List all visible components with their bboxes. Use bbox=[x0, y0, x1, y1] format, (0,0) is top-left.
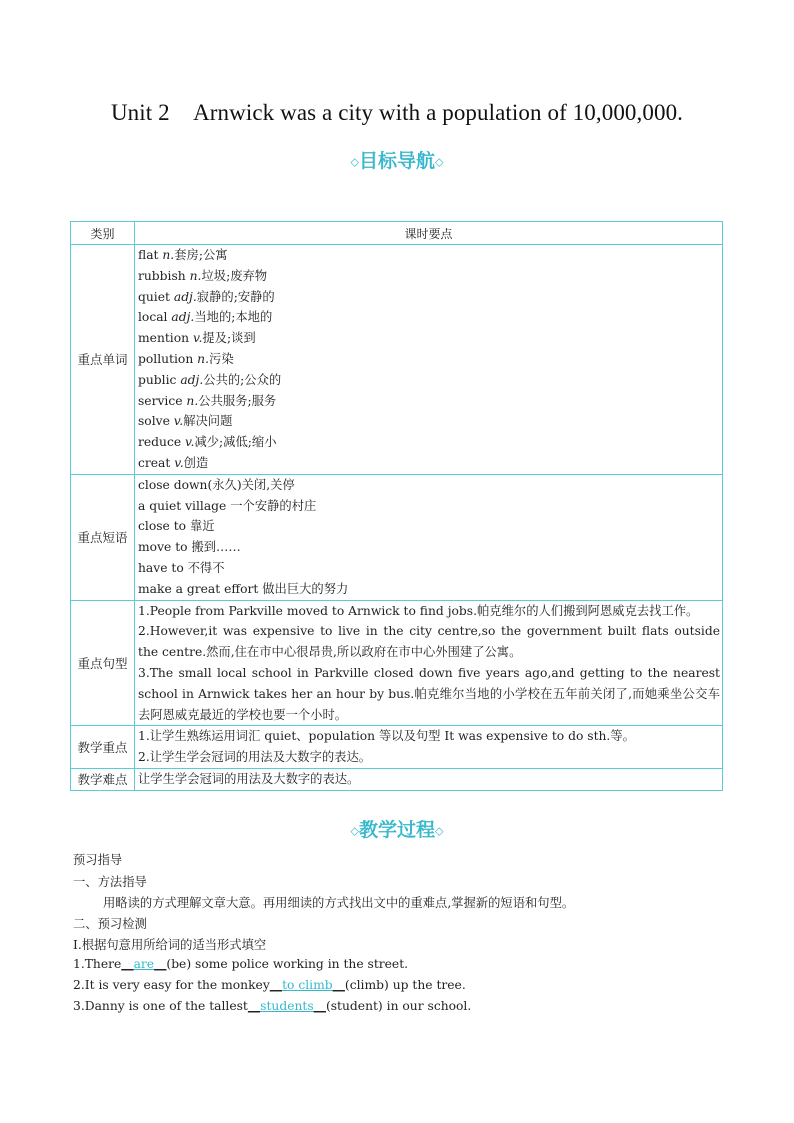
vocab-line: creat v.创造 bbox=[138, 455, 209, 470]
sentence-line: 3.The small local school in Parkville closed down five years ago,and getting to the nearest school in Arnwick takes her an hour by bus.帕克维尔当地的小学校在五年前关闭了,而她乘坐公交车去阿恩威克最近的学校也要一个小时。 bbox=[138, 665, 720, 722]
row-category: 重点短语 bbox=[71, 474, 135, 600]
difficulty-line: 让学生学会冠词的用法及大数字的表达。 bbox=[138, 771, 360, 786]
preview-title: 预习指导 bbox=[73, 853, 123, 867]
vocab-line: flat n.套房;公寓 bbox=[138, 248, 228, 262]
exercise-item: 2.It is very easy for the monkey__to climb__(climb) up the tree. bbox=[73, 978, 466, 992]
row-category: 教学重点 bbox=[71, 726, 135, 769]
vocab-line: rubbish n.垃圾;废弃物 bbox=[138, 268, 268, 283]
table-row bbox=[71, 600, 723, 726]
phrase-line: close to 靠近 bbox=[138, 519, 215, 534]
phrase-line: make a great effort 做出巨大的努力 bbox=[138, 581, 349, 596]
diamond-icon: ◇ bbox=[350, 155, 359, 169]
exercise-item: 3.Danny is one of the tallest__students__(student) in our school. bbox=[73, 999, 472, 1013]
exercise-item: 1.There__are__(be) some police working in the street. bbox=[73, 957, 409, 971]
table-row bbox=[71, 768, 723, 790]
exercise-title: Ⅰ.根据句意用所给词的适当形式填空 bbox=[73, 938, 267, 952]
row-category: 重点句型 bbox=[71, 600, 135, 726]
answer-text: to climb bbox=[282, 978, 333, 992]
check-title: 二、预习检测 bbox=[73, 917, 147, 931]
phrase-line: a quiet village 一个安静的村庄 bbox=[138, 498, 317, 513]
method-text: 用略读的方式理解文章大意。再用细读的方式找出文中的重难点,掌握新的短语和句型。 bbox=[103, 896, 575, 910]
section-heading-goals bbox=[0, 146, 794, 173]
vocab-line: mention v.提及;谈到 bbox=[138, 331, 256, 346]
vocab-line: public adj.公共的;公众的 bbox=[138, 372, 282, 387]
phrase-line: close down(永久)关闭,关停 bbox=[138, 477, 295, 492]
vocab-line: reduce v.减少;减低;缩小 bbox=[138, 435, 277, 450]
section-heading-process bbox=[0, 815, 794, 842]
vocab-line: local adj.当地的;本地的 bbox=[138, 310, 273, 325]
header-points: 课时要点 bbox=[135, 222, 723, 245]
answer-text: students bbox=[260, 999, 314, 1013]
header-category: 类别 bbox=[71, 222, 135, 245]
section-heading-text: 教学过程 bbox=[358, 819, 435, 841]
vocab-line: service n.公共服务;服务 bbox=[138, 393, 277, 408]
lesson-summary-table bbox=[70, 221, 723, 791]
diamond-icon: ◇ bbox=[350, 824, 359, 838]
page-title: Unit 2 Arnwick was a city with a population of 10,000,000. bbox=[110, 100, 684, 125]
key-words-cell bbox=[135, 245, 723, 475]
phrase-line: move to 搬到…… bbox=[138, 540, 241, 555]
diamond-icon: ◇ bbox=[435, 824, 444, 838]
key-phrases-cell bbox=[135, 474, 723, 600]
vocab-line: pollution n.污染 bbox=[138, 351, 234, 366]
row-category: 教学难点 bbox=[71, 768, 135, 790]
section-heading-text: 目标导航 bbox=[358, 150, 435, 172]
answer-text: are bbox=[133, 957, 155, 971]
key-sentences-cell bbox=[135, 600, 723, 726]
teaching-focus-cell bbox=[135, 726, 723, 769]
phrase-line: have to 不得不 bbox=[138, 560, 225, 575]
vocab-line: quiet adj.寂静的;安静的 bbox=[138, 289, 275, 304]
focus-line: 1.让学生熟练运用词汇 quiet、population 等以及句型 It was expensive to do sth.等。 bbox=[138, 729, 635, 744]
table-row bbox=[71, 245, 723, 475]
focus-line: 2.让学生学会冠词的用法及大数字的表达。 bbox=[138, 750, 372, 765]
table-row bbox=[71, 474, 723, 600]
sentence-line: 2.However,it was expensive to live in the city centre,so the government built flats outside the centre.然而,住在市中心很昂贵,所以政府在市中心外围建了公寓。 bbox=[138, 624, 720, 660]
table-header-row bbox=[71, 222, 723, 245]
teaching-difficulty-cell bbox=[135, 768, 723, 790]
diamond-icon: ◇ bbox=[435, 155, 444, 169]
sentence-line: 1.People from Parkville moved to Arnwick to find jobs.帕克维尔的人们搬到阿恩威克去找工作。 bbox=[138, 603, 699, 618]
method-title: 一、方法指导 bbox=[73, 875, 147, 889]
row-category: 重点单词 bbox=[71, 245, 135, 475]
table-row bbox=[71, 726, 723, 769]
vocab-line: solve v.解决问题 bbox=[138, 414, 233, 429]
